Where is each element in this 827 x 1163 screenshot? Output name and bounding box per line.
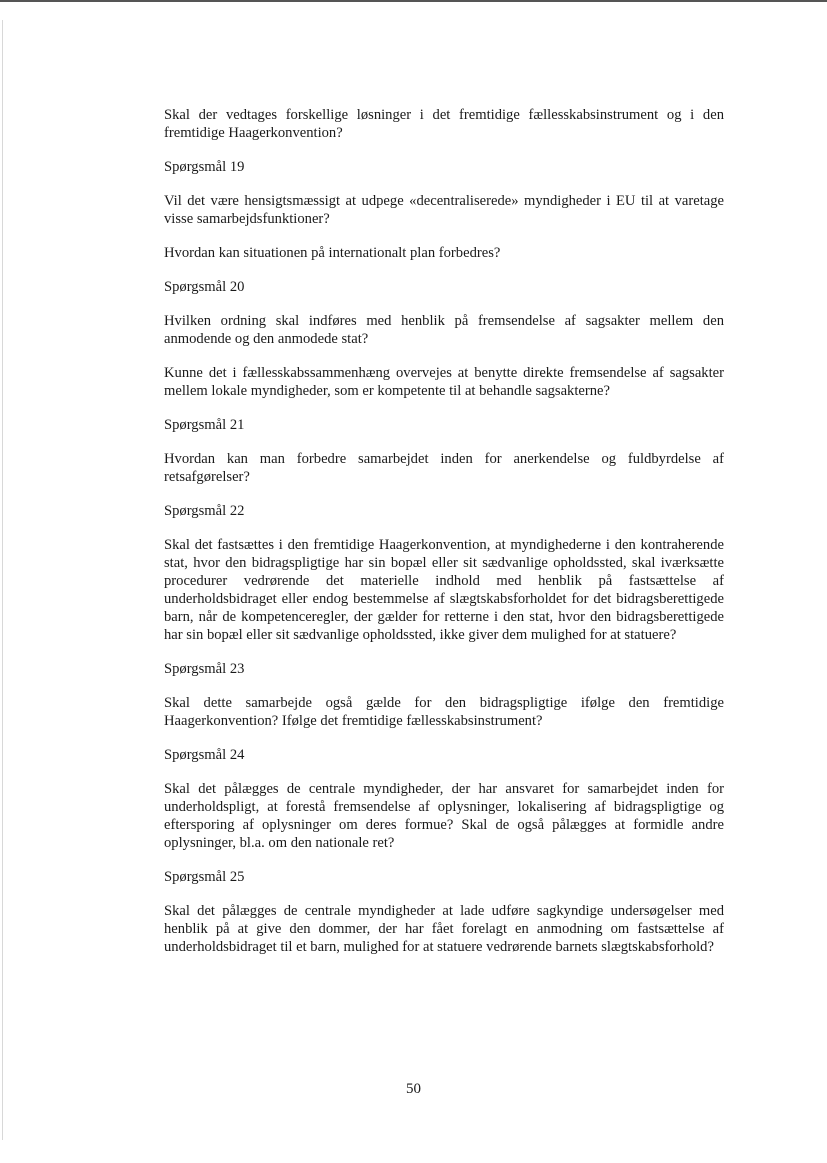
paragraph: Hvilken ordning skal indføres med henblik på fremsendelse af sagsakter mellem den anmodende og den anmodede stat? [164, 313, 724, 347]
scan-top-edge [0, 0, 827, 2]
paragraph: Hvordan kan situationen på internationalt plan forbedres? [164, 245, 501, 261]
question-heading: Spørgsmål 21 [164, 417, 245, 433]
question-heading: Spørgsmål 24 [164, 747, 245, 763]
paragraph: Vil det være hensigtsmæssigt at udpege «decentraliserede» myndigheder i EU til at varetage visse samarbejdsfunktioner? [164, 193, 724, 227]
paragraph: Skal dette samarbejde også gælde for den bidragspligtige ifølge den fremtidige Haagerkonvention? Ifølge det fremtidige fællesskabsinstrument? [164, 695, 724, 729]
paragraph: Skal det pålægges de centrale myndigheder at lade udføre sagkyndige undersøgelser med henblik på at give den dommer, der har fået forelagt en anmodning om fastsættelse af underholdsbidraget til et barn, mulighed for at statuere vedrørende barnets slægtskabsforhold? [164, 903, 724, 955]
page-number: 50 [406, 1081, 421, 1097]
paragraph: Hvordan kan man forbedre samarbejdet inden for anerkendelse og fuldbyrdelse af retsafgørelser? [164, 451, 724, 485]
document-body [164, 106, 724, 972]
paragraph: Kunne det i fællesskabssammenhæng overvejes at benytte direkte fremsendelse af sagsakter mellem lokale myndigheder, som er kompetente til at behandle sagsakterne? [164, 365, 724, 399]
question-heading: Spørgsmål 22 [164, 503, 245, 519]
question-heading: Spørgsmål 23 [164, 661, 245, 677]
paragraph: Skal der vedtages forskellige løsninger i det fremtidige fællesskabsinstrument og i den fremtidige Haagerkonvention? [164, 107, 724, 141]
paragraph: Skal det pålægges de centrale myndigheder, der har ansvaret for samarbejdet inden for underholdspligt, at forestå fremsendelse af oplysninger, lokalisering af bidragspligtige og eftersporing af oplysninger om deres formue? Skal de også pålægges at formidle andre oplysninger, bl.a. om den nationale ret? [164, 781, 724, 851]
question-heading: Spørgsmål 25 [164, 869, 245, 885]
paragraph: Skal det fastsættes i den fremtidige Haagerkonvention, at myndighederne i den kontraherende stat, hvor den bidragspligtige har sin bopæl eller sit sædvanlige opholdssted, skal iværksætte procedurer vedrørende det materielle indhold med henblik på fastsættelse af underholdsbidraget eller endog bestemmelse af slægtskabsforholdet for det bidragsberettigede barn, når de kompetenceregler, der gælder for retterne i den stat, hvor den bidragsberettigede har sin bopæl eller sit sædvanlige opholdssted, ikke giver dem mulighed for at statuere? [164, 537, 724, 643]
question-heading: Spørgsmål 19 [164, 159, 245, 175]
question-heading: Spørgsmål 20 [164, 279, 245, 295]
scan-left-edge [2, 20, 3, 1140]
